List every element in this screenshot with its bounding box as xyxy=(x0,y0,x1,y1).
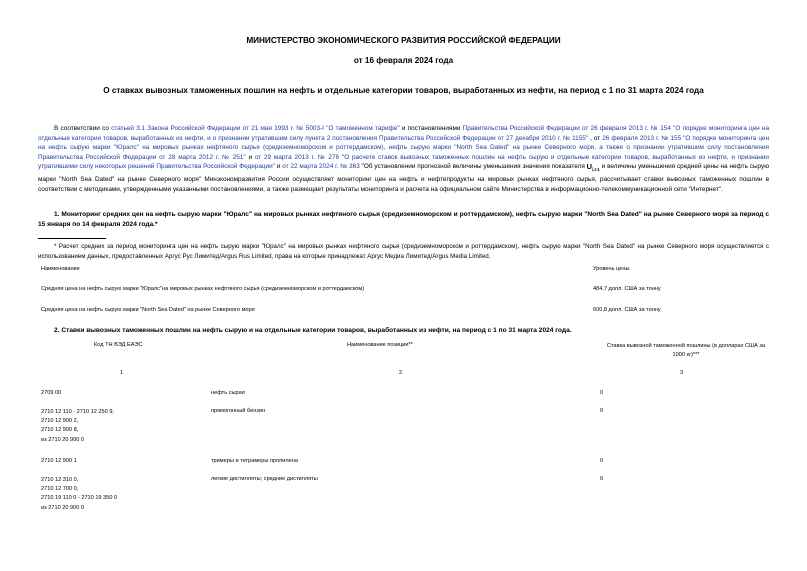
duty-row-1-name: нефть сырая xyxy=(211,390,245,396)
intro-text-1: В соответствии со xyxy=(54,125,112,132)
price-row-urals-name: Средняя цена на нефть сырую марки "Юралс"на мировых рынках нефтяного сырья (средиземноморском и роттердамском) xyxy=(41,286,365,292)
intro-text-2: и постановлениями xyxy=(399,125,463,132)
intro-text-3: , от xyxy=(588,134,603,142)
intro-paragraph xyxy=(38,124,769,194)
price-row-brent-value: 600,8 долл. США за тонну xyxy=(593,307,661,313)
indicator-symbol: U xyxy=(586,162,593,172)
duty-row-4-code: 2710 12 310 0, 2710 12 700 0, 2710 19 110 0 - 2710 19 350 0 из 2710 20 900 0 xyxy=(41,477,118,511)
duty-row-3-code: 2710 12 900 1 xyxy=(41,458,77,464)
decree-link-276[interactable]: от 29 марта 2013 г. № 276 "О расчете ставок вывозных таможенных пошлин на нефть сырую и отдельные категории товаров, выработанных из нефти, и признании утратившими силу некоторых решений Правительства Российской Федерации" xyxy=(38,153,769,171)
intro-text-6: "Об установлении прогнозной величины уменьшения значения показателя xyxy=(359,163,587,171)
duty-row-4-name: легкие дистилляты; средние дистилляты xyxy=(211,476,318,482)
price-table-header-name: Наименование xyxy=(41,266,80,272)
duty-row-3-name: тримеры и тетрамеры пропилена xyxy=(211,458,298,464)
intro-text-5: и xyxy=(274,163,283,171)
decree-link-154[interactable]: Правительства Российской Федерации от 26 февраля 2013 г. № 154 "О порядке мониторинга цен на отдельные категории товаров, выработанных из нефти, и о признании утратившим силу пункта 2 постановления Правительства Российской Федерации от 27 декабря 2010 г. № 1155" xyxy=(38,125,770,142)
duty-row-1-code: 2709 00 xyxy=(41,390,62,396)
duty-table-header-name: Наименование позиции** xyxy=(347,342,413,348)
price-row-brent-name: Средняя цена на нефть сырую марки "North Sea Dated" на рынке Северного моря xyxy=(41,307,255,313)
duty-row-3-rate: 0 xyxy=(600,458,604,464)
law-link-5003[interactable]: статьей 3.1 Закона Российской Федерации от 21 мая 1993 г. № 5003-I "О таможенном тарифе" xyxy=(111,125,400,132)
duty-row-1-rate: 0 xyxy=(600,390,604,396)
duty-table-col-number-2: 2 xyxy=(399,370,403,376)
duty-table-header-rate: Ставка вывозной таможенной пошлины (в долларах США за 1000 кг)*** xyxy=(606,343,766,358)
duty-table-col-number-1: 1 xyxy=(120,370,124,376)
duty-row-2-name: прямогонный бензин xyxy=(211,408,266,414)
document-date: от 16 февраля 2024 года xyxy=(353,56,454,65)
price-row-urals-value: 484,7 долл. США за тонну xyxy=(593,286,661,292)
document-title: О ставках вывозных таможенных пошлин на нефть и отдельные категории товаров, выработанных из нефти, на период с 1 по 31 марта 2024 года xyxy=(103,86,704,95)
duty-row-2-code: 2710 12 110 - 2710 12 250 9, 2710 12 900 2, 2710 12 900 8, из 2710 20 900 0 xyxy=(41,409,114,443)
decree-link-155[interactable]: 26 февраля 2013 г. № 155 "О порядке мониторинга цен на нефть сырую марки "Юралс" на мировых рынках нефтяного сырья (средиземноморском и роттердамском), нефть сырую марки "North Sea Dated" на рынке Северного моря, а также о признании утратившим силу постановления Правительства Российской Федерации от 28 марта 2012 г. № 251" xyxy=(38,134,770,161)
section1-footnote: * Расчет средних за период мониторинга цен на нефть сырую марки "Юралс" на мировых рынках нефтяного сырья (средиземноморском и роттердамском), нефть сырую марки "North Sea Dated" на рынке Северного моря осуществляется с использованием данных, предоставленных Аргус Рус Лимитед/Argus Rus Limited, права на которые принадлежат Аргус Медиа Лимитед/Argus Media Limited. xyxy=(38,243,769,260)
footnote-divider xyxy=(38,238,106,239)
ministry-heading: МИНИСТЕРСТВО ЭКОНОМИЧЕСКОГО РАЗВИТИЯ РОССИЙСКОЙ ФЕДЕРАЦИИ xyxy=(246,36,561,45)
duty-row-4-rate: 0 xyxy=(600,476,604,482)
intro-text-7: и величины уменьшения средней цены на нефть сырую марки "North Sea Dated" на рынке Северного моря" Минэкономразвития России осуществляет мониторинг цен на нефть и нефтепродукты на мировых рынках нефтяного сырья, рассчитывает ставки вывозных таможенных пошлин в соответствии с методиками, утвержденными указанными постановлениями, а также размещает результаты мониторинга и расчета на официальном сайте Министерства в информационно-телекоммуникационной сети "Интернет". xyxy=(38,163,770,193)
duty-table-header-code: Код ТН ВЭД ЕАЭС xyxy=(94,342,143,348)
price-table-header-level: Уровень цены xyxy=(593,266,630,272)
section1-heading: 1. Мониторинг средних цен на нефть сырую марки "Юралс" на мировых рынках нефтяного сырья (средиземноморском и роттердамском), нефть сырую марки "North Sea Dated" на рынке Северного моря за период с 15 января по 14 февраля 2024 года.* xyxy=(38,211,769,228)
indicator-subscript: i,t-1 xyxy=(592,167,600,173)
section2-heading: 2. Ставки вывозных таможенных пошлин на нефть сырую и на отдельные категории товаров, выработанных из нефти, на период с 1 по 31 марта 2024 года. xyxy=(54,327,572,334)
duty-row-2-rate: 0 xyxy=(600,408,604,414)
duty-table-col-number-3: 3 xyxy=(680,370,684,376)
intro-text-4: и xyxy=(245,153,255,161)
decree-link-363[interactable]: от 22 марта 2024 г. № 363 xyxy=(282,163,360,171)
